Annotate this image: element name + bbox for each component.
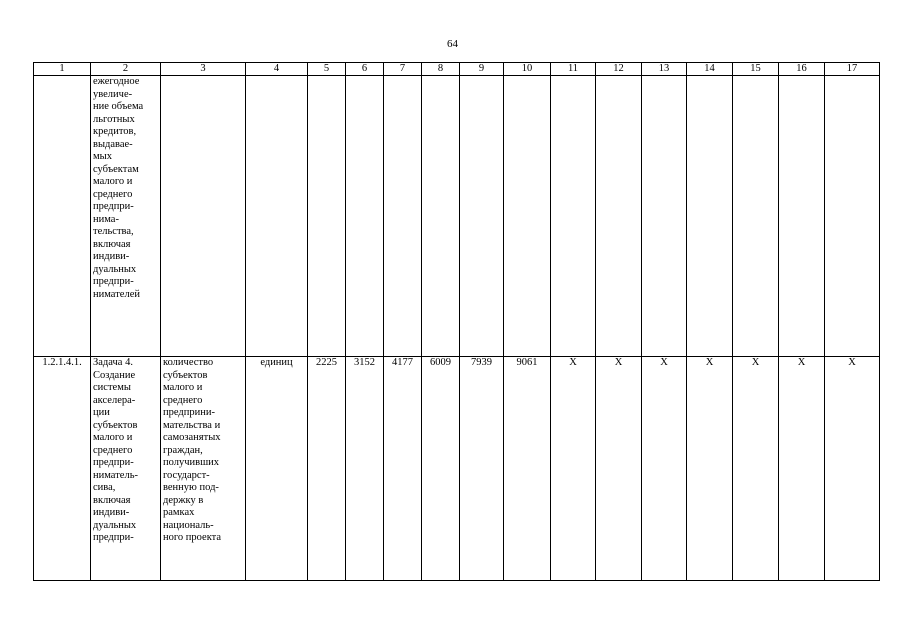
value-cell: 4177 bbox=[384, 357, 422, 581]
header-cell: 8 bbox=[422, 63, 460, 76]
value-cell: 3152 bbox=[346, 357, 384, 581]
header-cell: 11 bbox=[551, 63, 596, 76]
header-cell: 10 bbox=[504, 63, 551, 76]
header-cell: 9 bbox=[460, 63, 504, 76]
value-cell: 9061 bbox=[504, 357, 551, 581]
table-header-row bbox=[34, 63, 880, 76]
table-row bbox=[34, 76, 880, 357]
value-cell: X bbox=[551, 357, 596, 581]
table-cell bbox=[308, 76, 346, 357]
table-row bbox=[34, 357, 880, 581]
header-cell: 6 bbox=[346, 63, 384, 76]
table-cell bbox=[596, 76, 642, 357]
value-cell: X bbox=[687, 357, 733, 581]
value-cell: 2225 bbox=[308, 357, 346, 581]
item-number-cell: 1.2.1.4.1. bbox=[34, 357, 91, 581]
header-cell: 4 bbox=[246, 63, 308, 76]
table-cell bbox=[346, 76, 384, 357]
table-cell bbox=[642, 76, 687, 357]
table-cell bbox=[384, 76, 422, 357]
header-cell: 15 bbox=[733, 63, 779, 76]
table-cell bbox=[34, 76, 91, 357]
table-cell bbox=[551, 76, 596, 357]
header-cell: 5 bbox=[308, 63, 346, 76]
header-cell: 7 bbox=[384, 63, 422, 76]
value-cell: X bbox=[825, 357, 880, 581]
value-cell: X bbox=[779, 357, 825, 581]
header-cell: 13 bbox=[642, 63, 687, 76]
page-number: 64 bbox=[447, 38, 458, 50]
value-cell: X bbox=[596, 357, 642, 581]
table-cell bbox=[687, 76, 733, 357]
header-cell: 2 bbox=[91, 63, 161, 76]
header-cell: 17 bbox=[825, 63, 880, 76]
header-cell: 16 bbox=[779, 63, 825, 76]
table-cell bbox=[422, 76, 460, 357]
unit-cell: единиц bbox=[246, 357, 308, 581]
table-cell bbox=[460, 76, 504, 357]
value-cell: X bbox=[733, 357, 779, 581]
value-cell: 7939 bbox=[460, 357, 504, 581]
table-cell bbox=[779, 76, 825, 357]
table-cell bbox=[825, 76, 880, 357]
indicators-table bbox=[33, 62, 880, 581]
table-cell bbox=[733, 76, 779, 357]
value-cell: 6009 bbox=[422, 357, 460, 581]
value-cell: X bbox=[642, 357, 687, 581]
table-cell bbox=[504, 76, 551, 357]
header-cell: 12 bbox=[596, 63, 642, 76]
indicator-description-cell: количество субъектов малого и среднего предприни- мательства и самозанятых граждан, получивших государст- венную под- держку в рамках националь- ного проекта bbox=[161, 357, 246, 581]
table-cell bbox=[161, 76, 246, 357]
table-cell bbox=[246, 76, 308, 357]
header-cell: 1 bbox=[34, 63, 91, 76]
indicator-name-cell: ежегодное увеличе- ние объема льготных кредитов, выдавае- мых субъектам малого и среднего предпри- нима- тельства, включая индиви- дуальных предпри- нимателей bbox=[91, 76, 161, 357]
header-cell: 14 bbox=[687, 63, 733, 76]
task-name-cell: Задача 4. Создание системы акселера- ции субъектов малого и среднего предпри- ниматель- сива, включая индиви- дуальных предпри- bbox=[91, 357, 161, 581]
header-cell: 3 bbox=[161, 63, 246, 76]
